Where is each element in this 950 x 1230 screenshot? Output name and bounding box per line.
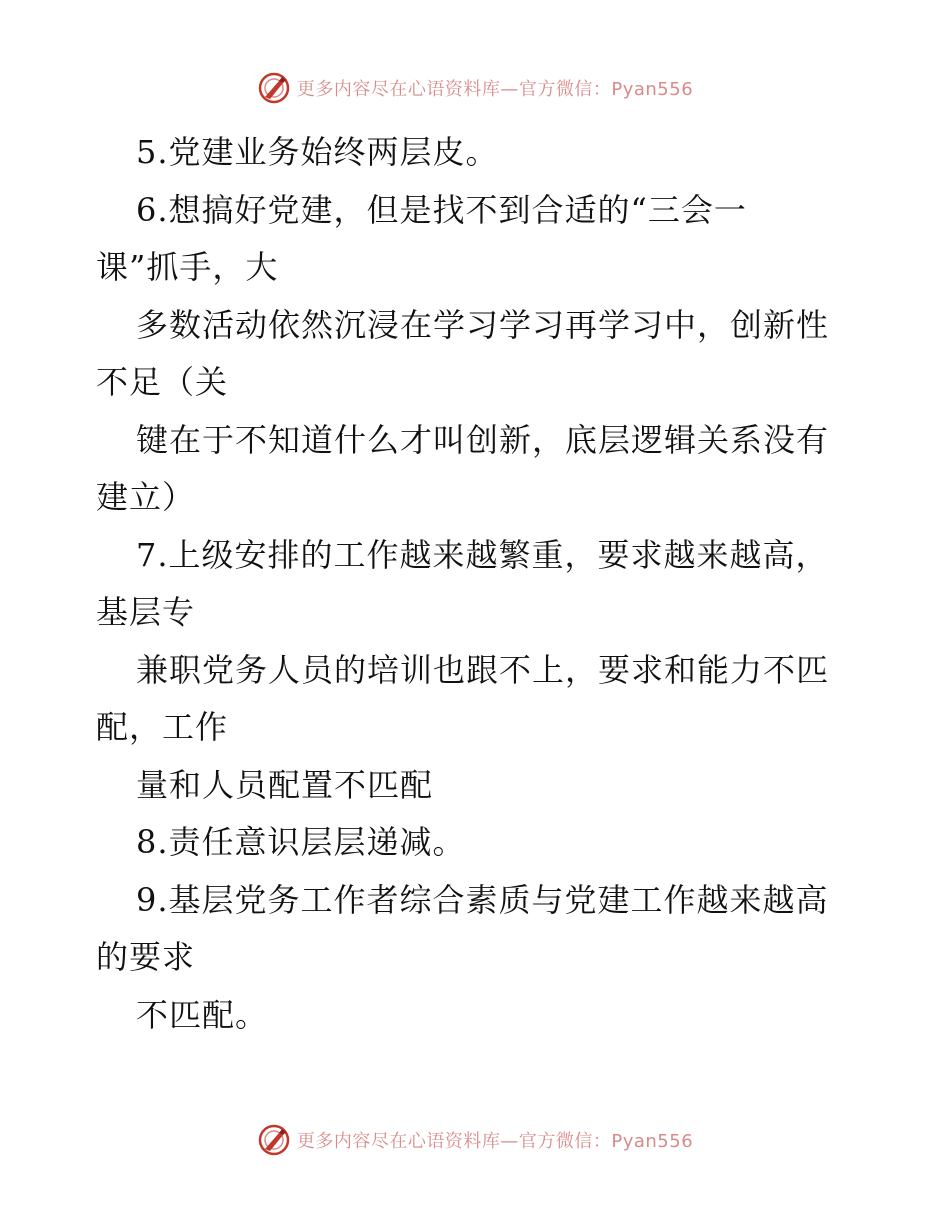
paragraph-line: 配，工作 [96, 708, 229, 746]
paragraph-line: 课”抓手，大 [96, 248, 279, 286]
paragraph-line: 9.基层党务工作者综合素质与党建工作越来越高 [136, 880, 829, 919]
paragraph-line: 7.上级安排的工作越来越繁重，要求越来越高， [136, 535, 829, 574]
paragraph-line: 的要求 [96, 938, 196, 976]
paragraph-line: 8.责任意识层层递减。 [136, 823, 466, 861]
paragraph-line: 5.党建业务始终两层皮。 [136, 133, 499, 171]
footer-watermark [0, 1120, 950, 1160]
paragraph-line: 键在于不知道什么才叫创新，底层逻辑关系没有 [136, 420, 830, 459]
paragraph-line: 建立） [96, 478, 196, 516]
paragraph-line: 量和人员配置不匹配 [136, 765, 434, 804]
paragraph-line: 6.想搞好党建，但是找不到合适的“三会一 [136, 190, 747, 229]
header-watermark-text: 更多内容尽在心语资料库—官方微信：Pyan556 [296, 79, 694, 100]
paragraph-line: 兼职党务人员的培训也跟不上，要求和能力不匹 [136, 650, 830, 689]
paragraph-line: 基层专 [96, 593, 196, 631]
pen-logo-icon [257, 1123, 291, 1157]
document-body [96, 124, 856, 1044]
footer-watermark-text: 更多内容尽在心语资料库—官方微信：Pyan556 [296, 1131, 694, 1152]
paragraph-line: 多数活动依然沉浸在学习学习再学习中，创新性 [136, 305, 830, 344]
paragraph-line: 不足（关 [96, 363, 229, 401]
paragraph-line: 不匹配。 [136, 995, 269, 1034]
header-watermark [0, 68, 950, 108]
pen-logo-icon [257, 71, 291, 105]
